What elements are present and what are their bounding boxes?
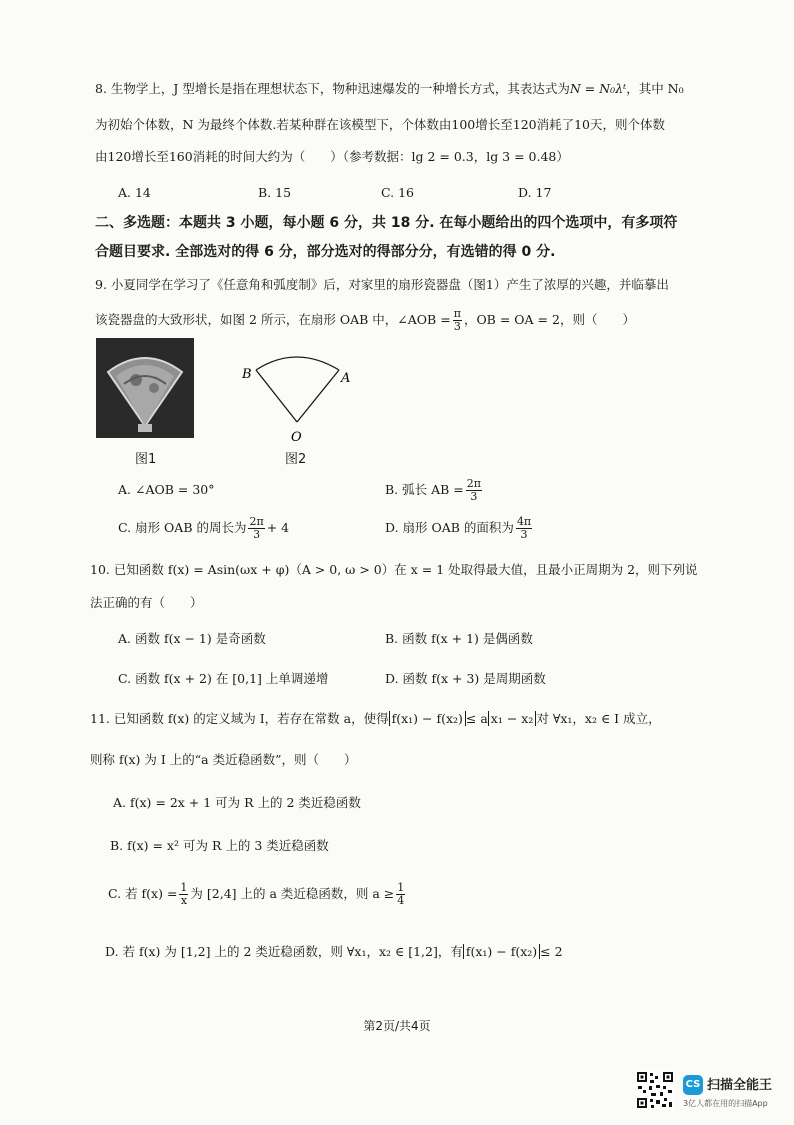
qr-code-icon xyxy=(636,1071,674,1109)
figure2-caption: 图2 xyxy=(285,452,307,467)
q10-option-c: C. 函数 f(x + 2) 在 [0,1] 上单调递增 xyxy=(118,671,329,686)
camscanner-tagline: 3亿人都在用的扫描App xyxy=(683,1099,768,1108)
q10-option-b: B. 函数 f(x + 1) 是偶函数 xyxy=(385,631,533,646)
q8-line1: 8. 生物学上，J 型增长是指在理想状态下，物种迅速爆发的一种增长方式，其表达式为N = N₀λᵗ，其中 N₀ xyxy=(95,81,684,96)
q11-option-b: B. f(x) = x² 可为 R 上的 3 类近稳函数 xyxy=(110,838,329,853)
q11-line1: 11. 已知函数 f(x) 的定义域为 I，若存在常数 a，使得 f(x₁) − f(x₂) ≤ a x₁ − x₂ 对 ∀x₁，x₂ ∈ I 成立， xyxy=(90,711,661,726)
q8-option-d: D. 17 xyxy=(518,185,552,200)
section2-heading-line2: 合题目要求. 全部选对的得 6 分，部分选对的得部分分，有选错的得 0 分. xyxy=(95,244,556,260)
q8-formula: N = N₀λᵗ xyxy=(569,81,627,96)
q9-line2: 该瓷器盘的大致形状，如图 2 所示，在扇形 OAB 中，∠AOB = $\frac{\pi}{3}$ ，OB = OA = 2，则（ ） xyxy=(95,307,635,333)
q8-option-a: A. 14 xyxy=(118,185,151,200)
arc-ab xyxy=(256,357,339,370)
q8-line2: 为初始个体数，N 为最终个体数.若某种群在该模型下，个体数由100增长至120消耗了10天，则个体数 xyxy=(95,117,666,132)
q11-option-d: D. 若 f(x) 为 [1,2] 上的 2 类近稳函数，则 ∀x₁，x₂ ∈ [1,2]，有 f(x₁) − f(x₂) ≤ 2 xyxy=(105,944,563,959)
q10-option-a: A. 函数 f(x − 1) 是奇函数 xyxy=(118,631,266,646)
point-b-label: B xyxy=(242,367,252,382)
q11-option-c: C. 若 f(x) = $\frac{1}{x}$ 为 [2,4] 上的 a 类近稳函数，则 a ≥ $\frac{1}{4}$ xyxy=(108,881,405,907)
q11-line2: 则称 f(x) 为 I 上的“a 类近稳函数”，则（ ） xyxy=(90,752,357,767)
segment-oa xyxy=(297,370,339,422)
q10-option-d: D. 函数 f(x + 3) 是周期函数 xyxy=(385,671,546,686)
q9-option-a: A. ∠AOB = 30° xyxy=(118,482,215,497)
page-number: 第2页/共4页 xyxy=(363,1019,431,1033)
q8-line3: 由120增长至160消耗的时间大约为（ ）（参考数据：lg 2 = 0.3，lg 3 = 0.48） xyxy=(95,149,569,164)
point-o-label: O xyxy=(291,430,302,445)
q8-option-b: B. 15 xyxy=(258,185,292,200)
point-a-label: A xyxy=(341,371,351,386)
q9-angle-fraction: $\frac{\pi}{3}$ xyxy=(453,307,461,333)
figure1-fan-dish-photo xyxy=(96,338,194,438)
figure1-caption: 图1 xyxy=(135,452,157,467)
q9-option-c: C. 扇形 OAB 的周长为 $\frac{2\pi}{3}$ + 4 xyxy=(118,515,290,541)
q9-line1: 9. 小夏同学在学习了《任意角和弧度制》后，对家里的扇形瓷器盘（图1）产生了浓厚的兴趣，并临摹出 xyxy=(95,277,669,292)
figure2-sector-diagram xyxy=(236,352,366,447)
q9-option-b: B. 弧长 AB = $\frac{2\pi}{3}$ xyxy=(385,477,482,503)
camscanner-logo: CS xyxy=(683,1075,703,1095)
segment-ob xyxy=(256,370,297,422)
q10-line1: 10. 已知函数 f(x) = Asin(ωx + φ)（A > 0, ω > 0）在 x = 1 处取得最大值，且最小正周期为 2，则下列说 xyxy=(90,562,698,577)
camscanner-name: 扫描全能王 xyxy=(707,1078,773,1093)
q8-option-c: C. 16 xyxy=(381,185,414,200)
section2-heading-line1: 二、多选题：本题共 3 小题，每小题 6 分，共 18 分. 在每小题给出的四个选项中，有多项符 xyxy=(95,215,678,231)
fan-dish-icon xyxy=(96,338,194,438)
q9-option-d: D. 扇形 OAB 的面积为 $\frac{4\pi}{3}$ xyxy=(385,515,532,541)
q10-line2: 法正确的有（ ） xyxy=(90,595,203,610)
q11-option-a: A. f(x) = 2x + 1 可为 R 上的 2 类近稳函数 xyxy=(113,795,361,810)
